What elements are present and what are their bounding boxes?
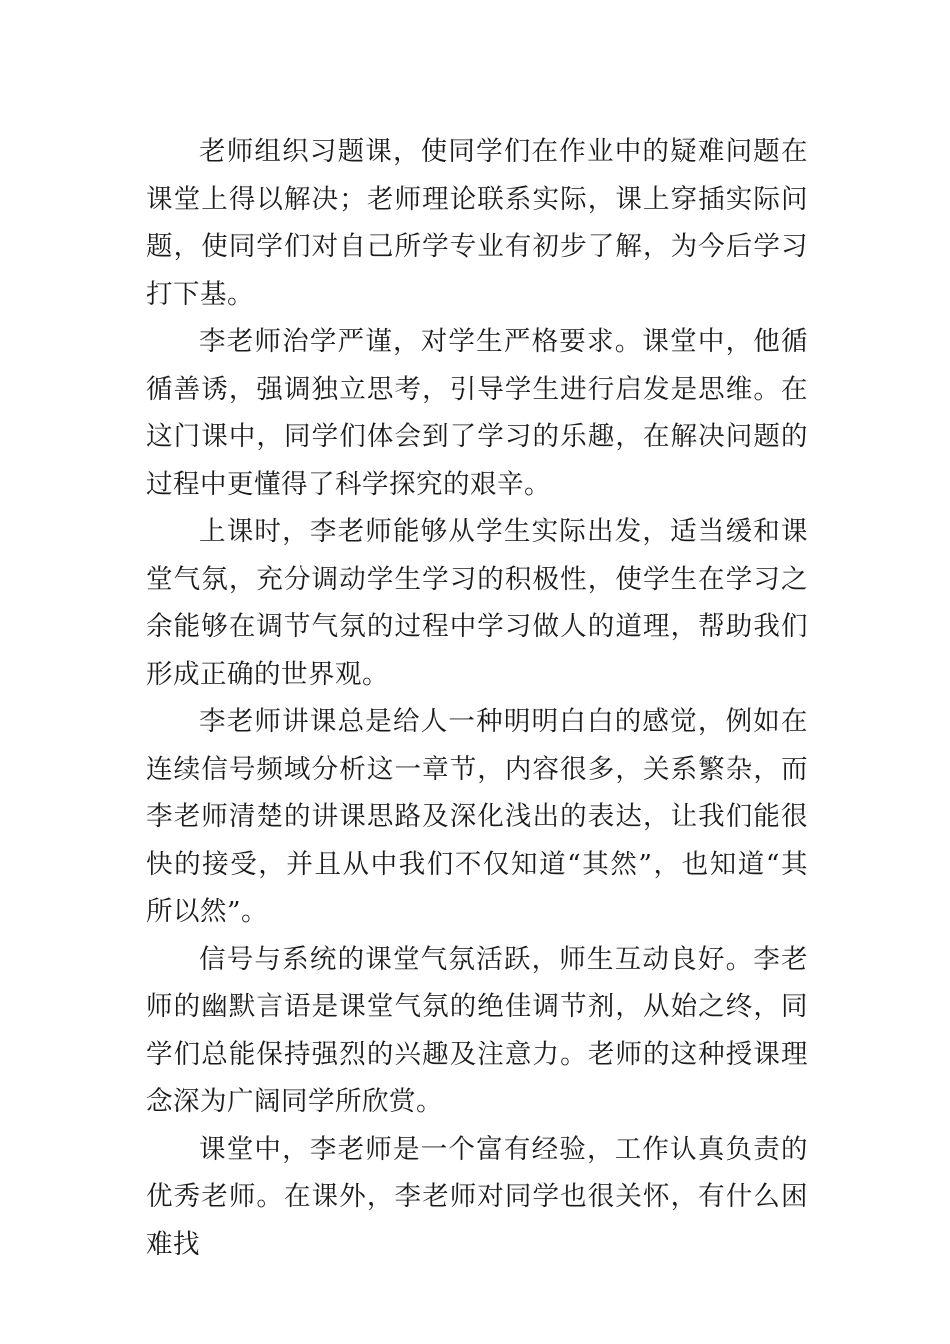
paragraph-4: 李老师讲课总是给人一种明明白白的感觉，例如在连续信号频域分析这一章节，内容很多，关系繁杂，而李老师清楚的讲课思路及深化浅出的表达，让我们能很快的接受，并且从中我们不仅知道“其然”，也知道“其所以然”。 <box>146 706 808 927</box>
paragraph-5: 信号与系统的课堂气氛活跃，师生互动良好。李老师的幽默言语是课堂气氛的绝佳调节剂，从始之终，同学们总能保持强烈的兴趣及注意力。老师的这种授课理念深为广阔同学所欣赏。 <box>146 943 808 1117</box>
paragraph-1: 老师组织习题课，使同学们在作业中的疑难问题在课堂上得以解决；老师理论联系实际，课上穿插实际问题，使同学们对自己所学专业有初步了解，为今后学习打下基。 <box>146 136 808 310</box>
paragraph-6: 课堂中，李老师是一个富有经验，工作认真负责的优秀老师。在课外，李老师对同学也很关怀，有什么困难找 <box>146 1133 808 1260</box>
paragraph-3: 上课时，李老师能够从学生实际出发，适当缓和课堂气氛，充分调动学生学习的积极性，使学生在学习之余能够在调节气氛的过程中学习做人的道理，帮助我们形成正确的世界观。 <box>146 516 808 690</box>
document-page <box>146 128 808 1268</box>
paragraph-2: 李老师治学严谨，对学生严格要求。课堂中，他循循善诱，强调独立思考，引导学生进行启发是思维。在这门课中，同学们体会到了学习的乐趣，在解决问题的过程中更懂得了科学探究的艰辛。 <box>146 326 808 500</box>
